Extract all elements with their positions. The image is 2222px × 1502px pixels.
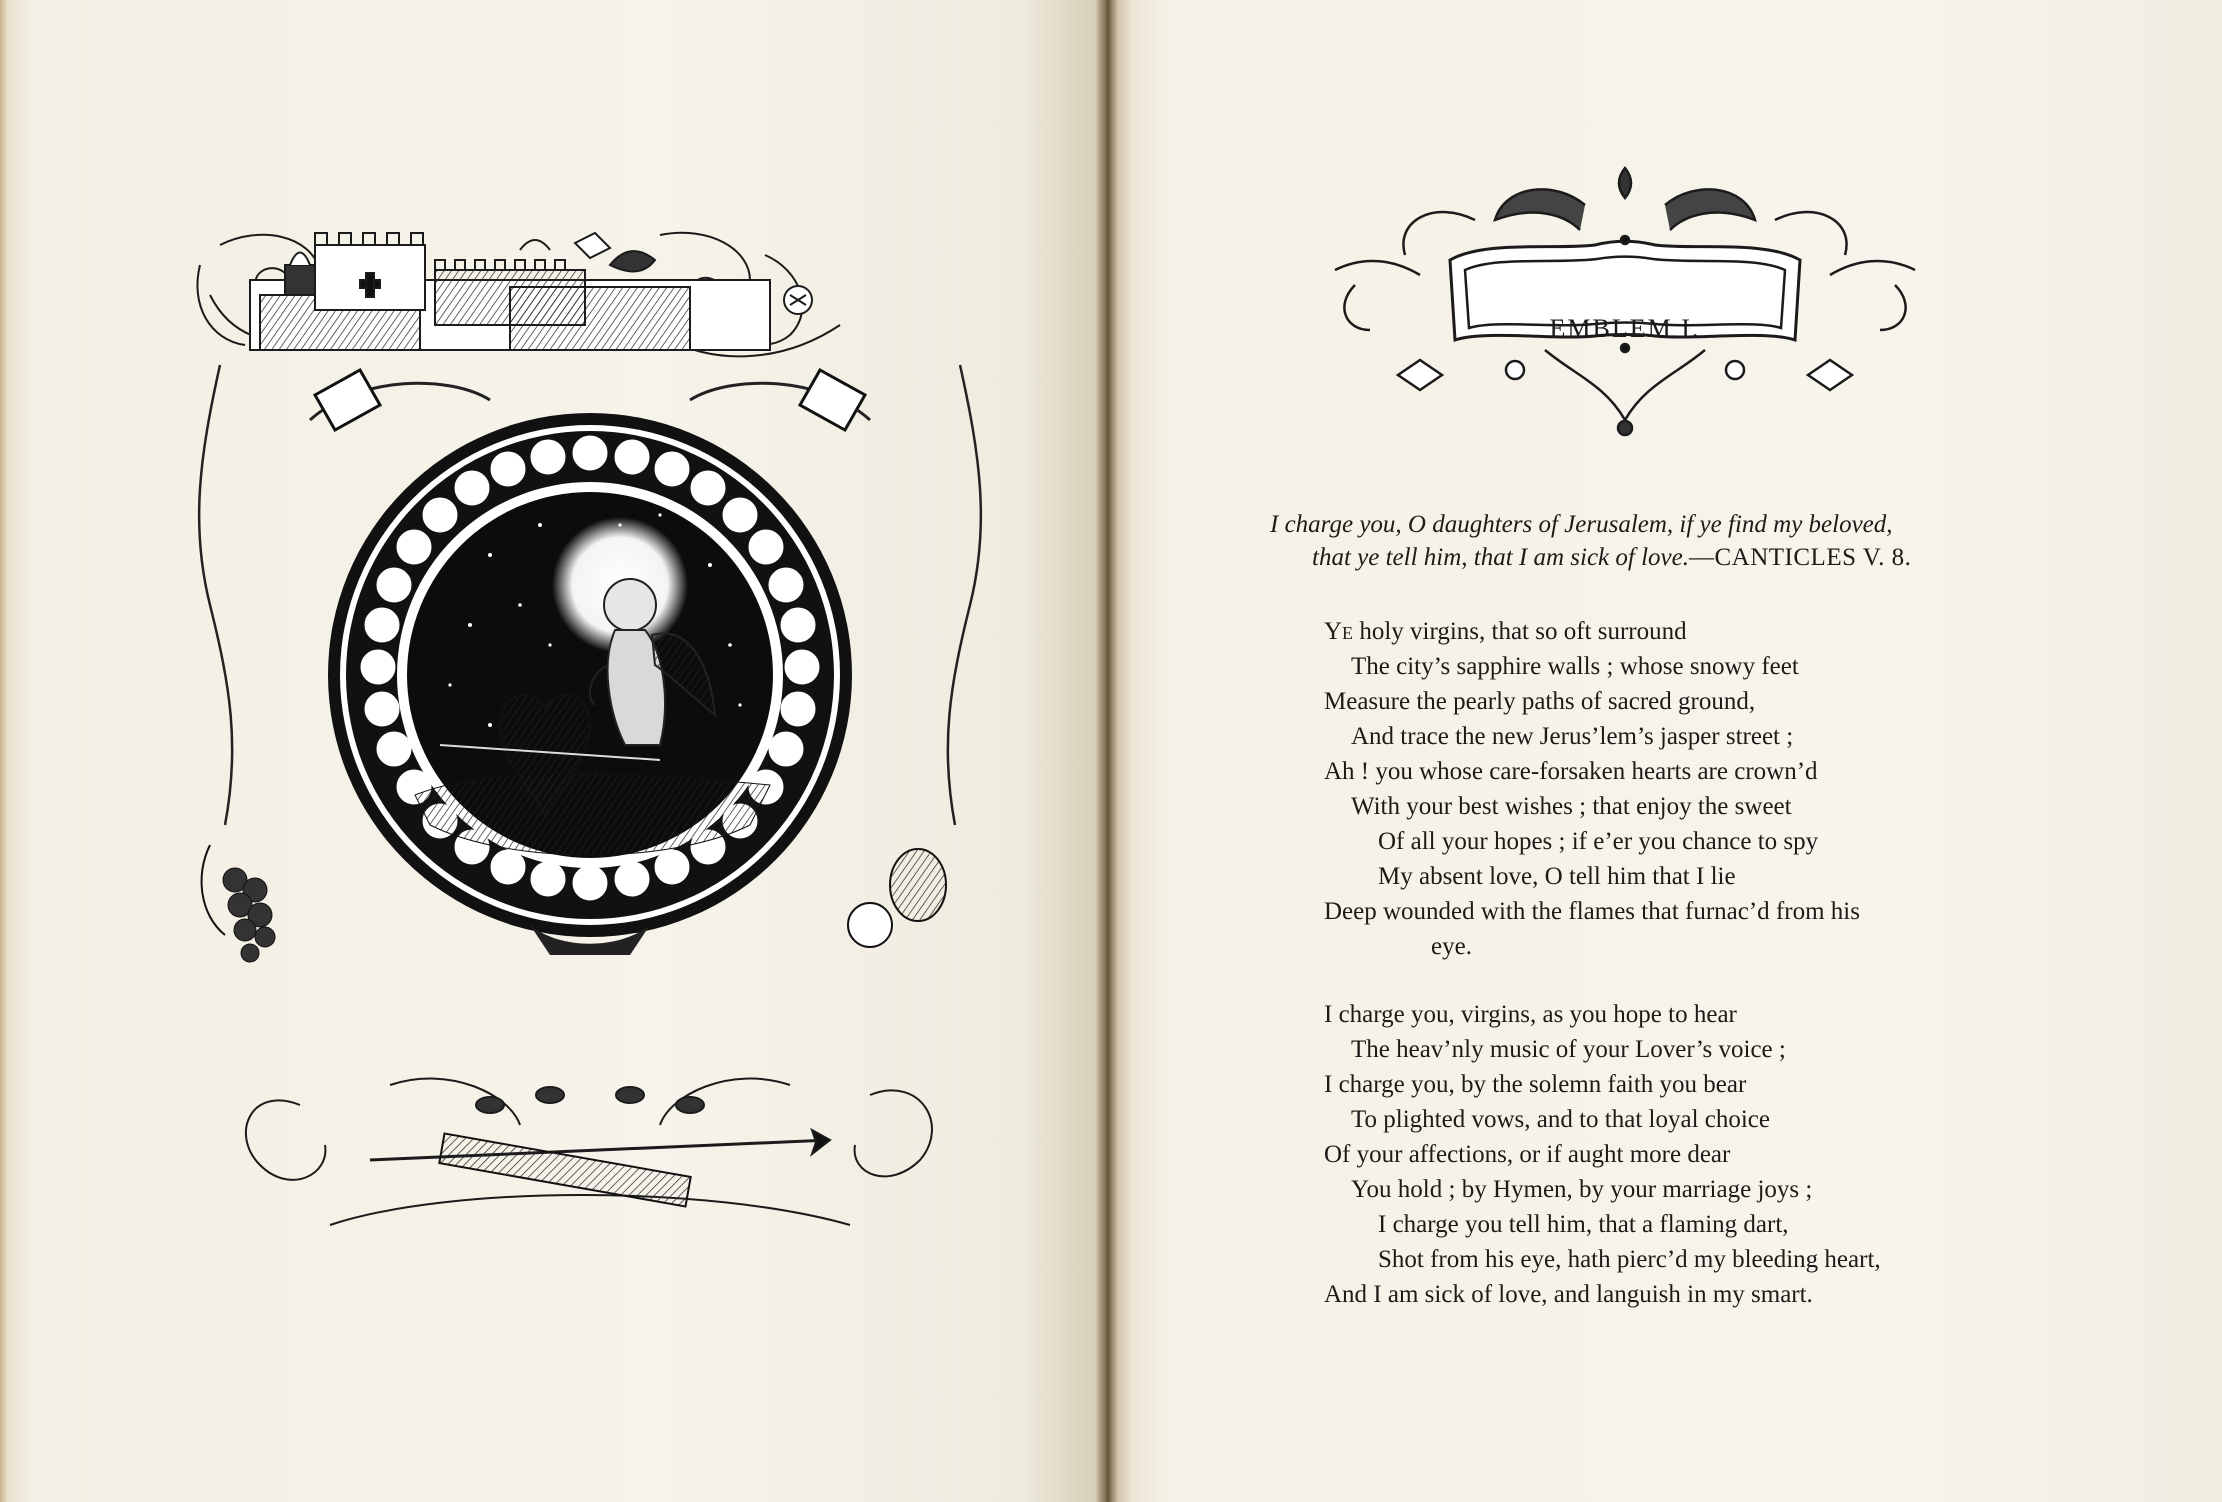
verse-line: With your best wishes ; that enjoy the sweet: [1351, 793, 1792, 820]
epigraph: [1270, 508, 2000, 574]
verse-line: I charge you, by the solemn faith you bear: [1324, 1071, 1747, 1098]
epigraph-line-2: [1270, 541, 2000, 574]
verse-line: The heav’nly music of your Lover’s voice ;: [1351, 1036, 1786, 1063]
heart-and-cherub-engraving-icon: [190, 225, 990, 1235]
verse-line: [1324, 614, 2024, 649]
epigraph-source: —CANTICLES V. 8.: [1689, 544, 1912, 571]
verse-line: My absent love, O tell him that I lie: [1378, 863, 1736, 890]
verse-line: You hold ; by Hymen, by your marriage joys ;: [1351, 1176, 1813, 1203]
verse-line: Measure the pearly paths of sacred ground,: [1324, 688, 1756, 715]
epigraph-line-1: I charge you, O daughters of Jerusalem, if ye find my beloved,: [1270, 511, 1893, 538]
emblem-heading: EMBLEM I.: [1549, 314, 1701, 343]
verse-line: The city’s sapphire walls ; whose snowy feet: [1351, 653, 1799, 680]
verse-line: Of your affections, or if aught more dear: [1324, 1141, 1731, 1168]
verse-line: And trace the new Jerus’lem’s jasper street ;: [1351, 723, 1794, 750]
medallion: [199, 365, 981, 962]
verse-line: Of all your hopes ; if e’er you chance to spy: [1378, 828, 1819, 855]
verse-text: holy virgins, that so oft surround: [1353, 618, 1687, 645]
verse-line: I charge you, virgins, as you hope to hear: [1324, 1001, 1737, 1028]
verse-line: To plighted vows, and to that loyal choice: [1351, 1106, 1770, 1133]
verse-line: eye.: [1431, 933, 1472, 960]
epigraph-line-2-text: that ye tell him, that I am sick of love.: [1312, 544, 1689, 571]
book-gutter: [1096, 0, 1118, 1502]
stanza-1: [1324, 614, 2024, 964]
verse-line: Ah ! you whose care-forsaken hearts are crown’d: [1324, 758, 1818, 785]
verse-line: And I am sick of love, and languish in my smart.: [1324, 1281, 1813, 1308]
emblem-cartouche-icon: [1325, 160, 1925, 460]
top-frieze: [197, 233, 840, 357]
stanza-2: [1324, 997, 2024, 1312]
verse-initial: Ye: [1324, 618, 1354, 645]
bottom-frieze: [246, 1079, 932, 1225]
verse-line: I charge you tell him, that a flaming dart,: [1378, 1211, 1789, 1238]
verse-line: Shot from his eye, hath pierc’d my bleeding heart,: [1378, 1246, 1881, 1273]
verse-line: Deep wounded with the flames that furnac’d from his: [1324, 898, 1860, 925]
